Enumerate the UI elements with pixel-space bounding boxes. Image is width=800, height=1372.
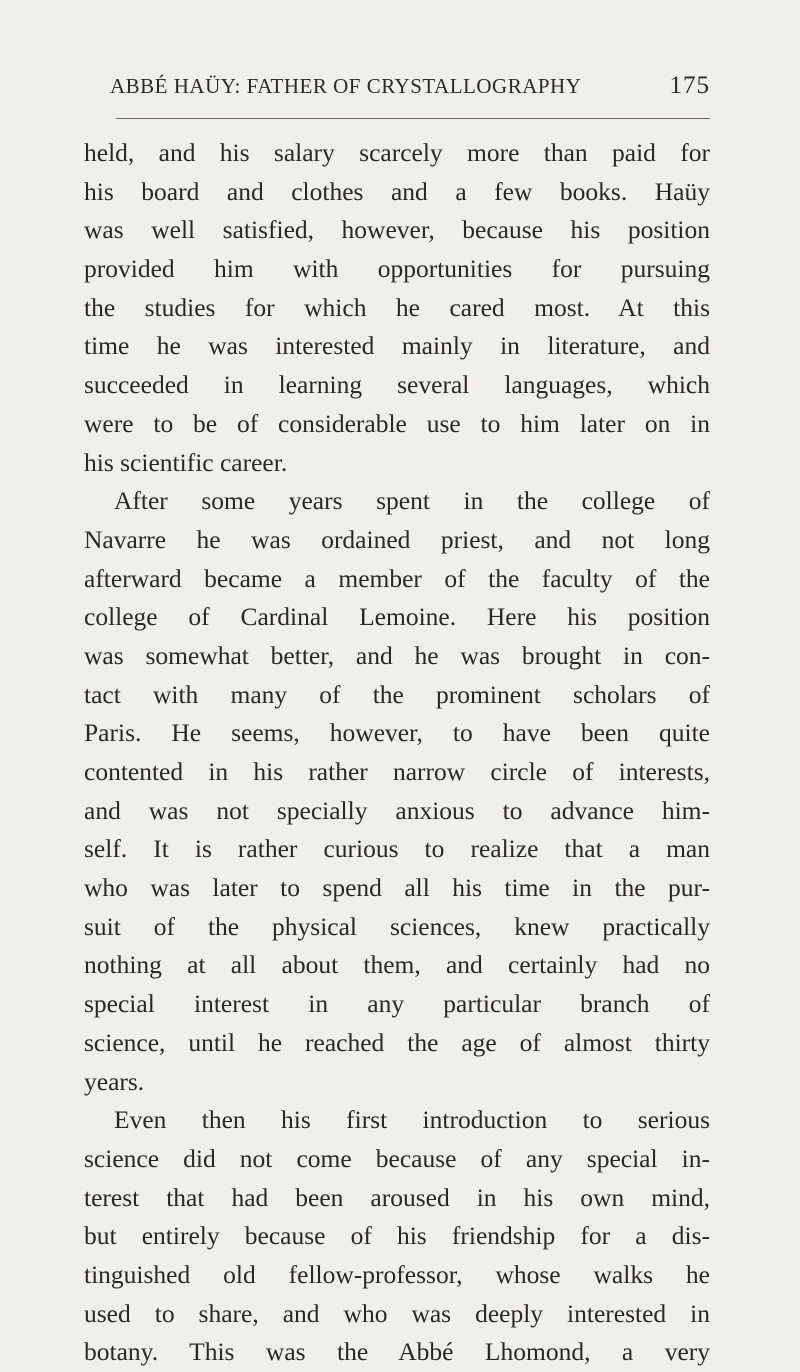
text-line: terest that had been aroused in his own mind, bbox=[84, 1182, 710, 1212]
text-line: suit of the physical sciences, knew practically bbox=[84, 911, 710, 941]
text-line: self. It is rather curious to realize that a man bbox=[84, 834, 710, 864]
text-line: used to share, and who was deeply interested in bbox=[84, 1298, 710, 1328]
body-text bbox=[84, 134, 710, 1372]
text-line: college of Cardinal Lemoine. Here his position bbox=[84, 602, 710, 632]
header-rule bbox=[116, 118, 710, 119]
text-line: time he was interested mainly in literature, and bbox=[84, 331, 710, 361]
text-line: years. bbox=[84, 1066, 145, 1096]
text-line: the studies for which he cared most. At this bbox=[84, 292, 710, 322]
text-line: nothing at all about them, and certainly had no bbox=[84, 950, 710, 980]
text-line: was well satisfied, however, because his position bbox=[84, 215, 710, 245]
paragraph-start-line: Even then his first introduction to serious bbox=[114, 1105, 710, 1135]
page-number: 175 bbox=[669, 72, 710, 99]
text-line: science did not come because of any special in- bbox=[84, 1143, 710, 1173]
text-line: botany. This was the Abbé Lhomond, a very bbox=[84, 1337, 710, 1367]
text-line: held, and his salary scarcely more than paid for bbox=[84, 138, 710, 167]
text-line: special interest in any particular branch of bbox=[84, 989, 710, 1019]
text-line: Navarre he was ordained priest, and not long bbox=[84, 524, 710, 554]
text-line: his scientific career. bbox=[84, 447, 288, 477]
text-line: science, until he reached the age of almost thirty bbox=[84, 1027, 710, 1057]
text-line: was somewhat better, and he was brought in con- bbox=[84, 640, 710, 670]
text-line: Paris. He seems, however, to have been quite bbox=[84, 718, 710, 748]
text-line: succeeded in learning several languages, which bbox=[84, 370, 710, 400]
running-head bbox=[110, 74, 710, 114]
text-line: afterward became a member of the faculty of the bbox=[84, 563, 710, 593]
text-line: but entirely because of his friendship for a dis- bbox=[84, 1221, 710, 1251]
text-line: were to be of considerable use to him later on in bbox=[84, 408, 710, 438]
text-line: tinguished old fellow-professor, whose walks he bbox=[84, 1259, 710, 1289]
text-line: who was later to spend all his time in the pur- bbox=[84, 873, 710, 903]
running-title: ABBÉ HAÜY: FATHER OF CRYSTALLOGRAPHY bbox=[110, 74, 582, 98]
text-line: tact with many of the prominent scholars of bbox=[84, 679, 710, 709]
text-line: and was not specially anxious to advance him- bbox=[84, 795, 710, 825]
text-line: contented in his rather narrow circle of interests, bbox=[84, 757, 710, 786]
paragraph-start-line: After some years spent in the college of bbox=[114, 486, 710, 516]
text-line: provided him with opportunities for pursuing bbox=[84, 254, 710, 284]
text-line: his board and clothes and a few books. Haüy bbox=[84, 176, 710, 206]
